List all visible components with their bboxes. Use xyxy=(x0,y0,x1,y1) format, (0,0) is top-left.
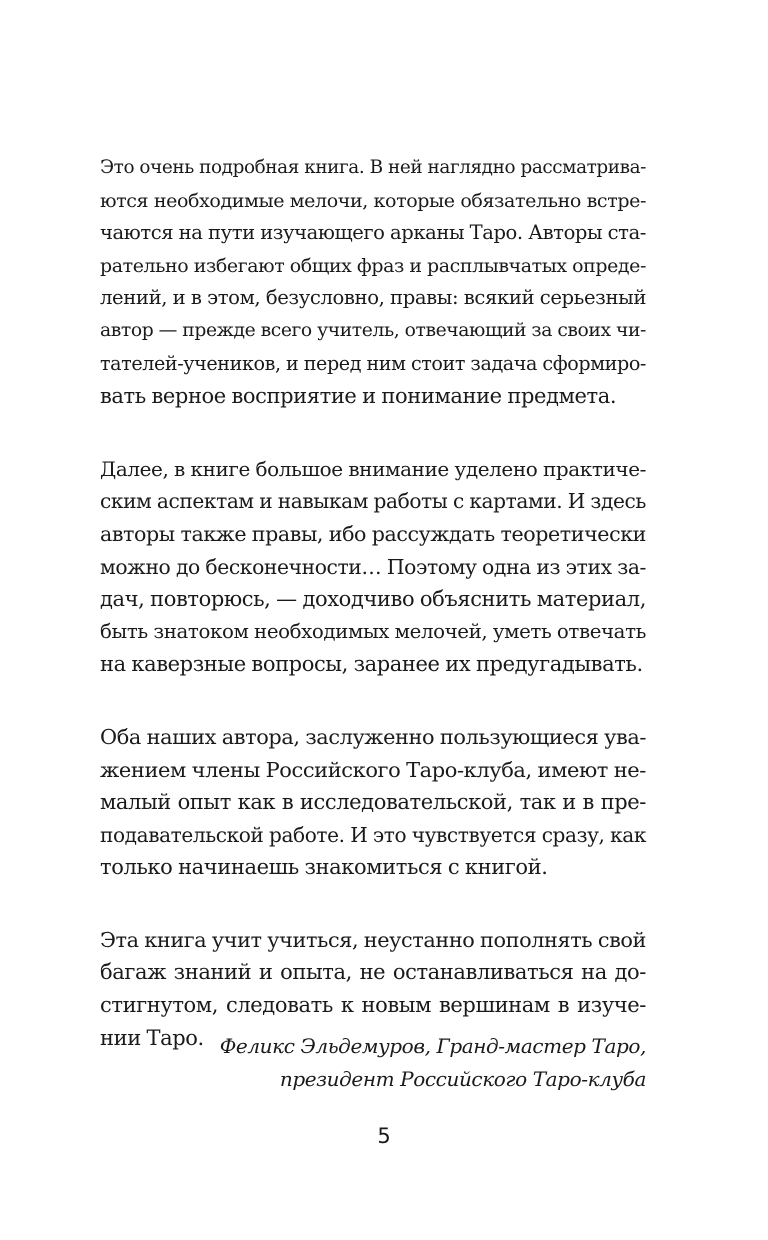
author-signature xyxy=(220,1030,646,1096)
paragraph-3 xyxy=(100,721,646,884)
text-line: ются необходимые мелочи, которые обязательно встре- xyxy=(100,189,646,212)
text-line: тателей-учеников, и перед ним стоит задача сформиро- xyxy=(100,351,646,375)
text-line: Эта книга учит учиться, неустанно пополнять свой xyxy=(100,927,646,952)
signature-line-2: президент Российского Таро-клуба xyxy=(279,1067,646,1091)
text-line: лений, и в этом, безусловно, правы: всякий серьезный xyxy=(100,286,646,310)
text-line: авторы также правы, ибо рассуждать теоретически xyxy=(100,521,646,546)
text-line: Далее, в книге большое внимание уделено практиче- xyxy=(100,456,646,481)
text-line: стигнутом, следовать к новым вершинам в изуче- xyxy=(100,993,646,1018)
text-line: нии Таро. xyxy=(100,1025,204,1050)
text-line: рательно избегают общих фраз и расплывчатых опреде- xyxy=(100,254,646,277)
page-body xyxy=(100,152,646,1054)
text-line: быть знатоком необходимых мелочей, уметь отвечать xyxy=(100,619,646,643)
text-line: автор — прежде всего учитель, отвечающий за своих чи- xyxy=(100,319,646,341)
text-line: можно до бесконечности… Поэтому одна из этих за- xyxy=(100,554,646,579)
text-line: Это очень подробная книга. В ней наглядно рассматрива- xyxy=(100,157,646,178)
text-line: ским аспектам и навыкам работы с картами. И здесь xyxy=(100,489,646,514)
paragraph-gap xyxy=(100,681,646,721)
text-line: малый опыт как в исследовательской, так и в пре- xyxy=(100,790,646,815)
text-line: Оба наших автора, заслуженно пользующиеся ува- xyxy=(100,724,646,749)
paragraph-gap xyxy=(100,884,646,924)
text-line: чаются на пути изучающего арканы Таро. Авторы ста- xyxy=(100,221,646,245)
text-line: вать верное восприятие и понимание предмета. xyxy=(100,384,617,409)
text-line: багаж знаний и опыта, не останавливаться на до- xyxy=(100,960,646,985)
signature-line-1: Феликс Эльдемуров, Гранд-мастер Таро, xyxy=(219,1034,646,1058)
text-line: на каверзные вопросы, заранее их предугадывать. xyxy=(100,652,643,677)
paragraph-gap xyxy=(100,413,646,453)
text-line: только начинаешь знакомиться с книгой. xyxy=(100,855,548,880)
text-line: жением члены Российского Таро-клуба, имеют не- xyxy=(100,757,646,782)
text-line: подавательской работе. И это чувствуется сразу, как xyxy=(100,822,646,847)
page-number: 5 xyxy=(377,1124,391,1148)
text-line: дач, повторюсь, — доходчиво объяснить материал, xyxy=(100,587,646,612)
paragraph-1 xyxy=(100,152,646,413)
paragraph-2 xyxy=(100,453,646,681)
